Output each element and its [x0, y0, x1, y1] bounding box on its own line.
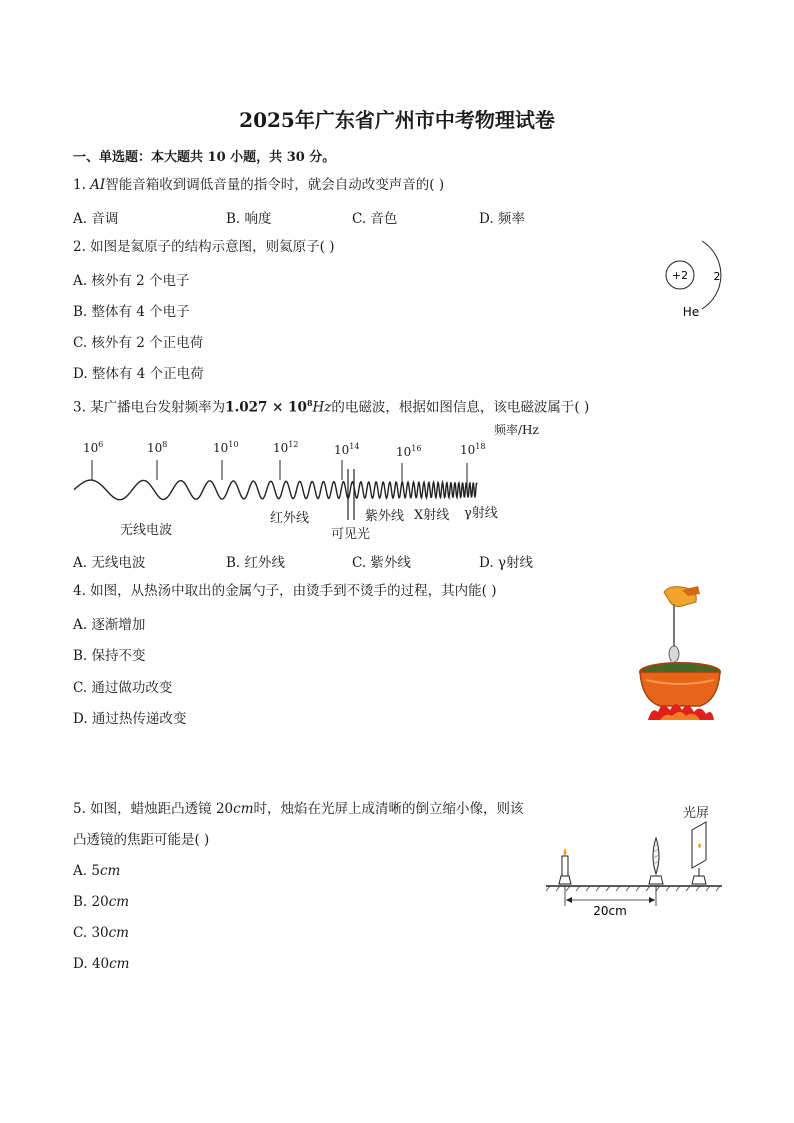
- spectrum-axis-label: 频率/Hz: [494, 423, 539, 437]
- band-visible: 可见光: [331, 527, 371, 542]
- tick-1e16: $10^{16}$: [396, 444, 422, 459]
- flame-icon: [564, 848, 567, 856]
- question-3-stem: 3. 某广播电台发射频率为$1.027 \times 10^8Hz$的电磁波，根据如图信息，该电磁波属于( ): [73, 398, 590, 416]
- q5-option-d[interactable]: D. 40cm: [73, 956, 130, 972]
- shell-electron-count: 2: [713, 270, 721, 283]
- nucleus-charge-label: +2: [671, 269, 689, 282]
- arrowhead-left: [566, 897, 572, 903]
- spoon-bowl-icon: [669, 646, 679, 662]
- q1-option-c[interactable]: C. 音色: [352, 211, 398, 227]
- q2-option-a[interactable]: A. 核外有 2 个电子: [73, 273, 190, 289]
- element-symbol: He: [682, 305, 700, 319]
- tick-1e6: $10^6$: [83, 440, 104, 455]
- section-header: 一、单选题：本大题共 10 小题，共 30 分。: [73, 150, 336, 165]
- tick-1e14: $10^{14}$: [334, 442, 360, 457]
- question-5-stem-line1: 5. 如图，蜡烛距凸透镜 20cm时，烛焰在光屏上成清晰的倒立缩小像，则该: [73, 801, 524, 817]
- q4-option-b[interactable]: B. 保持不变: [73, 648, 146, 664]
- pot-body-icon: [640, 672, 720, 706]
- q4-option-a[interactable]: A. 逐渐增加: [73, 617, 146, 633]
- q4-option-c[interactable]: C. 通过做功改变: [73, 680, 173, 696]
- screen-label: 光屏: [683, 806, 710, 821]
- convex-lens-icon: [653, 838, 659, 874]
- q4-option-d[interactable]: D. 通过热传递改变: [73, 711, 187, 727]
- q2-option-d[interactable]: D. 整体有 4 个正电荷: [73, 366, 204, 382]
- soup-spoon-illustration: [630, 582, 730, 727]
- q2-option-b[interactable]: B. 整体有 4 个电子: [73, 304, 190, 320]
- q3-option-d[interactable]: D. γ射线: [479, 555, 533, 571]
- q5-option-c[interactable]: C. 30cm: [73, 925, 129, 941]
- lens-holder: [649, 876, 663, 884]
- q3-option-b[interactable]: B. 红外线: [226, 555, 286, 571]
- band-xray: X射线: [414, 508, 450, 523]
- distance-label: 20cm: [593, 904, 627, 918]
- q5-option-a[interactable]: A. 5cm: [73, 863, 121, 879]
- candle-icon: [562, 856, 568, 876]
- q1-option-b[interactable]: B. 响度: [226, 211, 272, 227]
- band-ultraviolet: 紫外线: [365, 509, 405, 524]
- band-radio: 无线电波: [120, 523, 173, 538]
- question-2-stem: 2. 如图是氦原子的结构示意图，则氦原子( ): [73, 239, 335, 255]
- tick-1e18: $10^{18}$: [460, 442, 486, 457]
- band-infrared: 红外线: [270, 511, 310, 526]
- q1-option-d[interactable]: D. 频率: [479, 211, 525, 227]
- band-gamma: γ射线: [464, 506, 498, 521]
- screen-holder: [692, 876, 706, 884]
- q1-option-a[interactable]: A. 音调: [73, 211, 119, 227]
- q2-option-c[interactable]: C. 核外有 2 个正电荷: [73, 335, 204, 351]
- helium-atom-diagram: [655, 232, 735, 322]
- tick-1e8: $10^8$: [147, 440, 168, 455]
- q3-option-a[interactable]: A. 无线电波: [73, 555, 146, 571]
- candle-holder: [559, 876, 571, 884]
- arrowhead-right: [649, 897, 655, 903]
- q3-option-c[interactable]: C. 紫外线: [352, 555, 411, 571]
- spectrum-wave-line: [74, 480, 477, 500]
- question-5-stem-line2: 凸透镜的焦距可能是( ): [73, 832, 210, 848]
- question-1-stem: 1. AI智能音箱收到调低音量的指令时，就会自动改变声音的( ): [73, 177, 445, 193]
- page-title: 2025年广东省广州市中考物理试卷: [239, 108, 555, 132]
- tick-1e10: $10^{10}$: [213, 440, 239, 455]
- optics-bench-diagram: [540, 820, 730, 920]
- q5-option-b[interactable]: B. 20cm: [73, 894, 130, 910]
- question-4-stem: 4. 如图，从热汤中取出的金属勺子，由烫手到不烫手的过程，其内能( ): [73, 583, 497, 599]
- tick-1e12: $10^{12}$: [273, 440, 299, 455]
